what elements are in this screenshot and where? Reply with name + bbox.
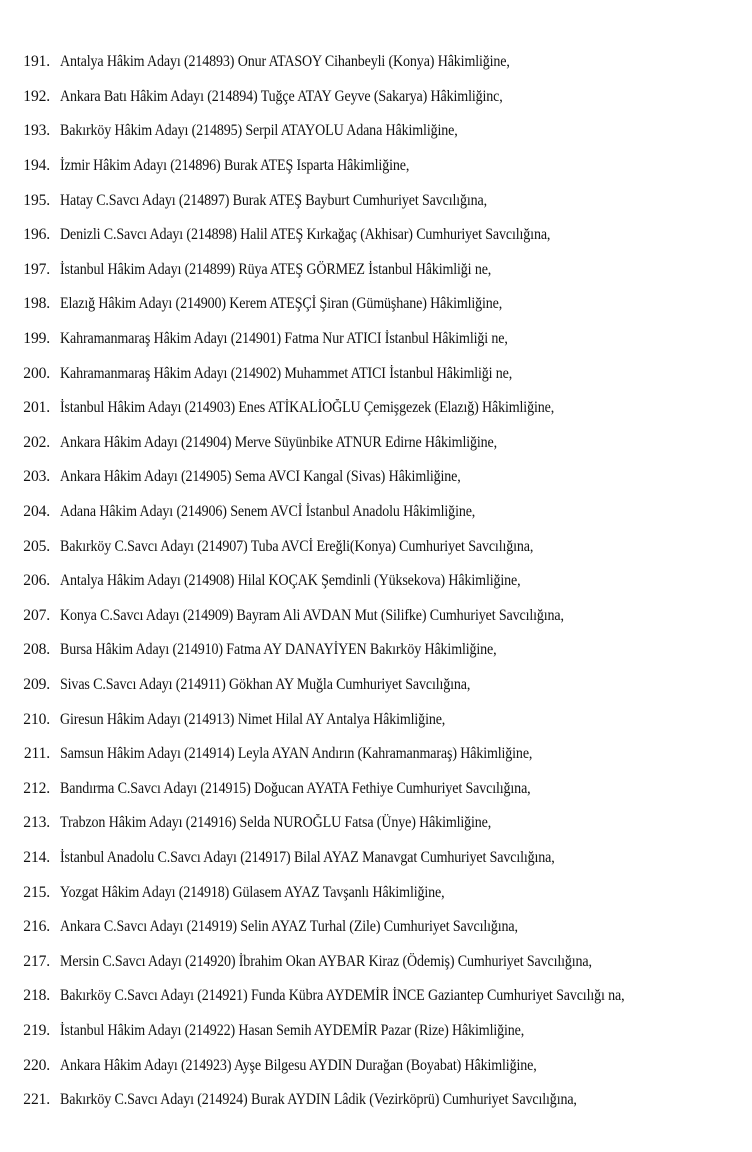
item-number: 205. <box>23 537 50 555</box>
list-item <box>0 287 752 322</box>
item-text: Trabzon Hâkim Adayı (214916) Selda NUROĞLU Fatsa (Ünye) Hâkimliğine, <box>60 814 492 832</box>
item-number: 197. <box>23 260 50 278</box>
item-text: Bakırköy C.Savcı Adayı (214907) Tuba AVCİ Ereğli(Konya) Cumhuriyet Savcılığına, <box>60 537 534 555</box>
list-item <box>0 806 752 841</box>
item-number: 208. <box>23 641 50 659</box>
item-text: Bakırköy Hâkim Adayı (214895) Serpil ATAYOLU Adana Hâkimliğine, <box>60 122 458 140</box>
item-text: Ankara Hâkim Adayı (214923) Ayşe Bilgesu AYDIN Durağan (Boyabat) Hâkimliğine, <box>60 1056 537 1074</box>
item-text: Mersin C.Savcı Adayı (214920) İbrahim Okan AYBAR Kiraz (Ödemiş) Cumhuriyet Savcılığına, <box>60 952 592 970</box>
item-number: 202. <box>23 433 50 451</box>
item-number: 192. <box>23 87 50 105</box>
item-number: 212. <box>23 779 50 797</box>
item-number: 194. <box>23 157 50 175</box>
list-item <box>0 979 752 1014</box>
item-text: İstanbul Hâkim Adayı (214903) Enes ATİKALİOĞLU Çemişgezek (Elazığ) Hâkimliğine, <box>60 399 555 417</box>
item-text: Giresun Hâkim Adayı (214913) Nimet Hilal AY Antalya Hâkimliğine, <box>60 710 446 728</box>
item-number: 199. <box>23 330 50 348</box>
item-text: Konya C.Savcı Adayı (214909) Bayram Ali AVDAN Mut (Silifke) Cumhuriyet Savcılığına, <box>60 606 564 624</box>
list-item <box>0 183 752 218</box>
list-item <box>0 149 752 184</box>
item-text: İstanbul Anadolu C.Savcı Adayı (214917) Bilal AYAZ Manavgat Cumhuriyet Savcılığına, <box>60 848 555 866</box>
list-item <box>0 1014 752 1049</box>
item-number: 191. <box>23 53 50 71</box>
list-item <box>0 253 752 288</box>
item-text: Bursa Hâkim Adayı (214910) Fatma AY DANAYİYEN Bakırköy Hâkimliğine, <box>60 641 497 659</box>
list-item <box>0 564 752 599</box>
item-text: Bakırköy C.Savcı Adayı (214921) Funda Kübra AYDEMİR İNCE Gaziantep Cumhuriyet Savcılığı na, <box>60 987 625 1005</box>
list-item <box>0 391 752 426</box>
item-number: 214. <box>23 848 50 866</box>
item-text: Elazığ Hâkim Adayı (214900) Kerem ATEŞÇİ Şiran (Gümüşhane) Hâkimliğine, <box>60 295 503 313</box>
item-text: İstanbul Hâkim Adayı (214922) Hasan Semih AYDEMİR Pazar (Rize) Hâkimliğine, <box>60 1021 525 1039</box>
list-item <box>0 910 752 945</box>
list-item <box>0 633 752 668</box>
item-number: 195. <box>23 191 50 209</box>
item-text: Ankara Batı Hâkim Adayı (214894) Tuğçe ATAY Geyve (Sakarya) Hâkimliğinc, <box>60 87 503 105</box>
item-text: İstanbul Hâkim Adayı (214899) Rüya ATEŞ GÖRMEZ İstanbul Hâkimliği ne, <box>60 260 492 278</box>
item-text: Ankara Hâkim Adayı (214904) Merve Süyünbike ATNUR Edirne Hâkimliğine, <box>60 433 497 451</box>
item-number: 221. <box>23 1091 50 1109</box>
list-item <box>0 218 752 253</box>
item-number: 207. <box>23 606 50 624</box>
item-text: Ankara Hâkim Adayı (214905) Sema AVCI Kangal (Sivas) Hâkimliğine, <box>60 468 461 486</box>
list-item <box>0 875 752 910</box>
item-number: 198. <box>23 295 50 313</box>
item-text: Adana Hâkim Adayı (214906) Senem AVCİ İstanbul Anadolu Hâkimliğine, <box>60 503 476 521</box>
item-text: Kahramanmaraş Hâkim Adayı (214902) Muhammet ATICI İstanbul Hâkimliği ne, <box>60 364 513 382</box>
list-item <box>0 944 752 979</box>
item-number: 209. <box>23 675 50 693</box>
item-text: Denizli C.Savcı Adayı (214898) Halil ATEŞ Kırkağaç (Akhisar) Cumhuriyet Savcılığına, <box>60 226 551 244</box>
item-number: 216. <box>23 918 50 936</box>
item-text: Ankara C.Savcı Adayı (214919) Selin AYAZ Turhal (Zile) Cumhuriyet Savcılığına, <box>60 918 518 936</box>
list-item <box>0 668 752 703</box>
item-number: 201. <box>23 399 50 417</box>
item-text: İzmir Hâkim Adayı (214896) Burak ATEŞ Isparta Hâkimliğine, <box>60 157 410 175</box>
item-number: 210. <box>23 710 50 728</box>
list-item <box>0 841 752 876</box>
item-text: Hatay C.Savcı Adayı (214897) Burak ATEŞ Bayburt Cumhuriyet Savcılığına, <box>60 191 487 209</box>
list-item <box>0 495 752 530</box>
list-item <box>0 356 752 391</box>
item-number: 217. <box>23 952 50 970</box>
item-number: 206. <box>23 572 50 590</box>
item-number: 220. <box>23 1056 50 1074</box>
item-number: 213. <box>23 814 50 832</box>
list-item <box>0 1048 752 1083</box>
item-number: 200. <box>23 364 50 382</box>
list-item <box>0 599 752 634</box>
item-text: Sivas C.Savcı Adayı (214911) Gökhan AY Muğla Cumhuriyet Savcılığına, <box>60 675 471 693</box>
list-item <box>0 114 752 149</box>
list-item <box>0 737 752 772</box>
item-number: 204. <box>23 503 50 521</box>
item-number: 211. <box>23 745 50 763</box>
list-item <box>0 426 752 461</box>
list-item <box>0 322 752 357</box>
item-number: 203. <box>23 468 50 486</box>
item-text: Bakırköy C.Savcı Adayı (214924) Burak AYDIN Lâdik (Vezirköprü) Cumhuriyet Savcılığına, <box>60 1091 577 1109</box>
list-item <box>0 80 752 115</box>
item-number: 215. <box>23 883 50 901</box>
list-item <box>0 529 752 564</box>
item-number: 219. <box>23 1021 50 1039</box>
list-item <box>0 460 752 495</box>
item-text: Bandırma C.Savcı Adayı (214915) Doğucan AYATA Fethiye Cumhuriyet Savcılığına, <box>60 779 531 797</box>
item-text: Antalya Hâkim Adayı (214893) Onur ATASOY Cihanbeyli (Konya) Hâkimliğine, <box>60 53 510 71</box>
item-number: 193. <box>23 122 50 140</box>
list-item <box>0 771 752 806</box>
appointment-list <box>0 45 752 1117</box>
item-text: Yozgat Hâkim Adayı (214918) Gülasem AYAZ Tavşanlı Hâkimliğine, <box>60 883 445 901</box>
item-text: Kahramanmaraş Hâkim Adayı (214901) Fatma Nur ATICI İstanbul Hâkimliği ne, <box>60 330 508 348</box>
item-number: 196. <box>23 226 50 244</box>
list-item <box>0 702 752 737</box>
list-item <box>0 45 752 80</box>
item-number: 218. <box>23 987 50 1005</box>
item-text: Samsun Hâkim Adayı (214914) Leyla AYAN Andırın (Kahramanmaraş) Hâkimliğine, <box>60 745 533 763</box>
list-item <box>0 1083 752 1118</box>
item-text: Antalya Hâkim Adayı (214908) Hilal KOÇAK Şemdinli (Yüksekova) Hâkimliğine, <box>60 572 521 590</box>
